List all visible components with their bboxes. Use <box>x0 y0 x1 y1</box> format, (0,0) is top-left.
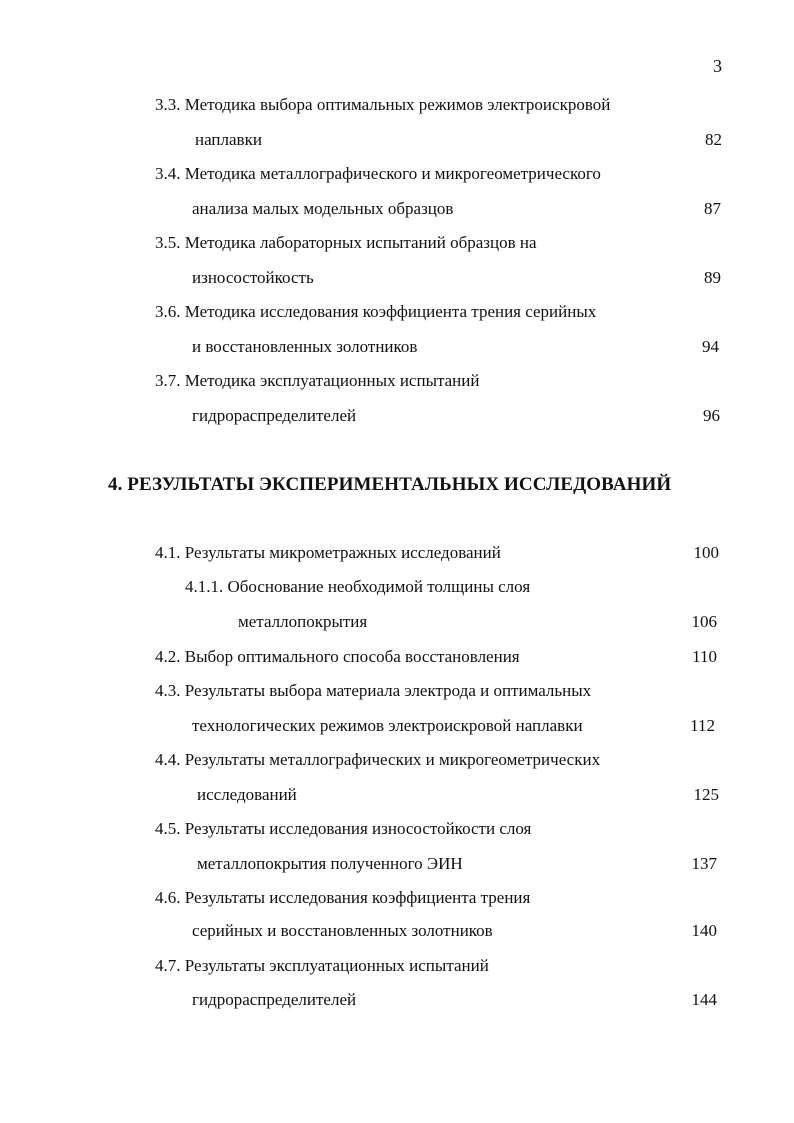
toc-entry-4-3-line1: 4.3. Результаты выбора материала электрода и оптимальных <box>155 681 592 700</box>
toc-entry-4-5-line1: 4.5. Результаты исследования износостойкости слоя <box>155 819 532 838</box>
toc-entry-4-4-line2: исследований <box>197 785 297 804</box>
toc-entry-4-2-page: 110 <box>692 647 717 666</box>
toc-entry-4-3-line2: технологических режимов электроискровой наплавки <box>192 716 583 735</box>
toc-entry-4-6-line2: серийных и восстановленных золотников <box>192 921 493 940</box>
toc-entry-3-3-page: 82 <box>705 130 722 149</box>
toc-entry-3-4-line2: анализа малых модельных образцов <box>192 199 454 218</box>
toc-entry-4-1-1-page: 106 <box>691 612 717 631</box>
toc-entry-4-2-line1: 4.2. Выбор оптимального способа восстановления <box>155 647 520 666</box>
toc-entry-4-6-line1: 4.6. Результаты исследования коэффициента трения <box>155 888 531 907</box>
toc-entry-3-5-line2: износостойкость <box>192 268 314 287</box>
toc-entry-3-6-line2: и восстановленных золотников <box>192 337 418 356</box>
toc-entry-4-7-line2: гидрораспределителей <box>192 990 357 1009</box>
toc-entry-3-6-line1: 3.6. Методика исследования коэффициента трения серийных <box>155 302 597 321</box>
toc-entry-3-5-line1: 3.5. Методика лабораторных испытаний образцов на <box>155 233 537 252</box>
toc-entry-3-3-line2: наплавки <box>195 130 262 149</box>
toc-entry-4-1-1-line2: металлопокрытия <box>238 612 368 631</box>
toc-entry-4-1-1-line1: 4.1.1. Обоснование необходимой толщины слоя <box>185 577 531 596</box>
toc-entry-4-3-page: 112 <box>690 716 715 735</box>
toc-entry-3-7-page: 96 <box>703 406 720 425</box>
toc-entry-3-7-line2: гидрораспределителей <box>192 406 357 425</box>
toc-entry-4-5-line2: металлопокрытия полученного ЭИН <box>197 854 463 873</box>
toc-entry-4-5-page: 137 <box>691 854 717 873</box>
toc-entry-4-1-page: 100 <box>693 543 719 562</box>
toc-entry-4-7-page: 144 <box>691 990 717 1009</box>
toc-entry-4-6-page: 140 <box>691 921 717 940</box>
toc-entry-3-4-page: 87 <box>704 199 721 218</box>
toc-entry-4-4-page: 125 <box>693 785 719 804</box>
toc-entry-3-7-line1: 3.7. Методика эксплуатационных испытаний <box>155 371 480 390</box>
toc-entry-3-5-page: 89 <box>704 268 721 287</box>
toc-entry-3-4-line1: 3.4. Методика металлографического и микрогеометрического <box>155 164 601 183</box>
toc-entry-4-1-line1: 4.1. Результаты микрометражных исследований <box>155 543 501 562</box>
toc-entry-3-3-line1: 3.3. Методика выбора оптимальных режимов электроискровой <box>155 95 611 114</box>
toc-entry-4-4-line1: 4.4. Результаты металлографических и микрогеометрических <box>155 750 601 769</box>
toc-entry-3-6-page: 94 <box>702 337 719 356</box>
section-heading: 4. РЕЗУЛЬТАТЫ ЭКСПЕРИМЕНТАЛЬНЫХ ИССЛЕДОВАНИЙ <box>108 474 672 495</box>
page-number: 3 <box>713 56 722 76</box>
toc-entry-4-7-line1: 4.7. Результаты эксплуатационных испытаний <box>155 956 489 975</box>
